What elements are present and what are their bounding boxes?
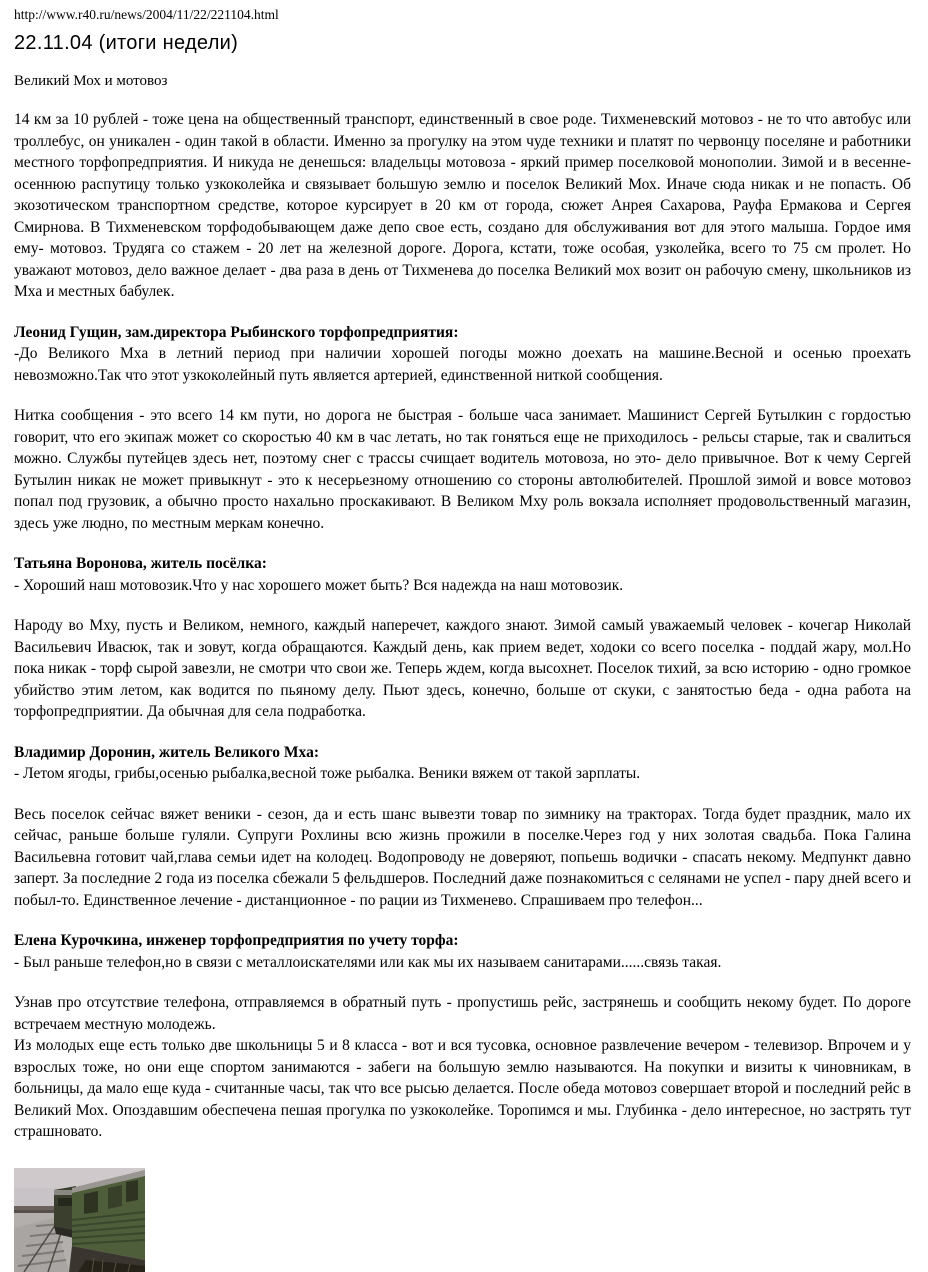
speech-block-voronova: [14, 553, 911, 596]
speaker-quote: -До Великого Мха в летний период при наличии хорошей погоды можно доехать на машине.Весной и осенью проехать невозможно.Так что этот узкоколейный путь является артерией, единственной ниткой сообщения.: [14, 345, 911, 384]
speaker-name: Леонид Гущин, зам.директора Рыбинского торфопредприятия:: [14, 323, 459, 341]
speech-block-doronin: [14, 742, 911, 785]
speaker-name: Владимир Доронин, житель Великого Мха:: [14, 743, 319, 761]
motovoz-photo-graphic: [14, 1168, 145, 1272]
speech-block-kurochkina: [14, 930, 911, 973]
speaker-name: Татьяна Воронова, житель посёлка:: [14, 555, 267, 572]
paragraph-village: Народу во Мху, пусть и Великом, немного, каждый наперечет, каждого знают. Зимой самый уважаемый человек - кочегар Николай Васильевич Ивасюк, так и зовут, когда обращаются. Каждый день, как прием ведет, ходоки со всего поселка - поддай жару, мол.Но пока никак - торф сырой завезли, не смотри что свои же. Теперь ждем, когда высохнет. Поселок тихий, за всю историю - одно громкое убийство этим летом, как водится по пьяному делу. Пьют здесь, конечно, больше от скуки, с занятостью беда - одна работа на торфопредприятии. Да обычная для села подработка.: [14, 617, 911, 720]
source-url: http://www.r40.ru/news/2004/11/22/221104.html: [14, 7, 279, 22]
paragraph-road: Нитка сообщения - это всего 14 км пути, но дорога не быстрая - больше часа занимает. Машинист Сергей Бутылкин с гордостью говорит, что его экипаж может со скоростью 40 км в час летать, но так гоняться еще не приходилось - рельсы старые, так и свалиться можно. Службы путейцев здесь нет, поэтому снег с трассы счищает водитель мотовоза, но это- дело привычное. Вот к чему Сергей Бутылин никак не может привыкнут - это к несерьезному отношению со стороны автолюбителей. Прошлой зимой и вовсе мотовоз попал под грузовик, а обычно просто нахально проскакивают. В Великом Мху роль вокзала исполняет продовольственный магазин, здесь уже людно, по местным меркам конечно.: [14, 407, 911, 532]
motovoz-photo: [14, 1168, 145, 1272]
speaker-quote: - Был раньше телефон,но в связи с металлоискателями или как мы их называем санитарами......связь такая.: [14, 953, 722, 971]
page-title: 22.11.04 (итоги недели): [14, 32, 239, 54]
paragraph-intro: 14 км за 10 рублей - тоже цена на общественный транспорт, единственный в свое роде. Тихменевский мотовоз - не то что автобус или троллебус, он уникален - один такой в области. Именно за прогулку на этом чуде техники и платят по червонцу поселяне и работники местного торфопредприятия. И никуда не денешься: владельцы мотовоза - яркий пример поселковой монополии. Зимой и в весенне-осеннюю распутицу только узкоколейка и связывает большую землю и поселок Великий Мох. Иначе сюда никак и не попасть. Об экозотическом транспортном средстве, которое курсирует в 20 км от города, сюжет Анрея Сахарова, Рауфа Ермакова и Сергея Смирнова. В Тихменевском торфодобывающем даже депо свое есть, создано для обслуживания вот для этого малыша. Гордое имя ему- мотовоз. Трудяга со стажем - 20 лет на железной дороге. Дорога, кстати, тоже особая, узколейка, всего то 75 см пролет. Но уважают мотовоз, дело важное делает - два раза в день от Тихменева до поселка Великий мох возит он рабочую смену, школьников из Мха и местных бабулек.: [14, 111, 911, 300]
paragraph-youth: Из молодых еще есть только две школьницы 5 и 8 класса - вот и вся тусовка, основное развлечение вечером - телевизор. Впрочем и у взрослых тоже, но они еще спортом занимаются - забеги на большую землю называются. На покупки и визиты к чиновникам, в больницы, да мало еще куда - считанные часы, так что все рысью делается. После обеда мотовоз совершает второй и последний рейс в Великий Мох. Опоздавшим обеспечена пешая прогулка по узкоколейке. Торопимся и мы. Глубинка - дело интересное, но застрять тут страшновато.: [14, 1037, 911, 1140]
speech-block-guschin: [14, 322, 911, 387]
paragraph-veniki: Весь поселок сейчас вяжет веники - сезон, да и есть шанс вывезти товар по зимнику на тракторах. Тогда будет праздник, мало их сейчас, раньше больше гуляли. Супруги Рохлины всю жизнь прожили в поселке.Через год у них золотая свадьба. Пока Галина Васильевна готовит чай,глава семьи идет на колодец. Водопроводу не доверяют, попьешь водички - спасать некому. Медпункт давно заперт. За последние 2 года из поселка сбежали 5 фельдшеров. Последний даже познакомиться с селянами не успел - пару дней всего и побыл-то. Единственное лечение - дистанционное - по рации из Тихменево. Спрашиваем про телефон...: [14, 805, 911, 909]
speaker-name: Елена Курочкина, инженер торфопредприятия по учету торфа:: [14, 932, 459, 949]
article-subtitle: Великий Мох и мотовоз: [14, 73, 168, 89]
paragraph-return: Узнав про отсутствие телефона, отправляемся в обратный путь - пропустишь рейс, застрянешь и сообщить некому будет. По дороге встречаем местную молодежь.: [14, 994, 911, 1033]
speaker-quote: - Летом ягоды, грибы,осенью рыбалка,весной тоже рыбалка. Веники вяжем от такой зарплаты.: [14, 765, 641, 782]
speaker-quote: - Хороший наш мотовозик.Что у нас хорошего может быть? Вся надежда на наш мотовозик.: [14, 576, 624, 594]
